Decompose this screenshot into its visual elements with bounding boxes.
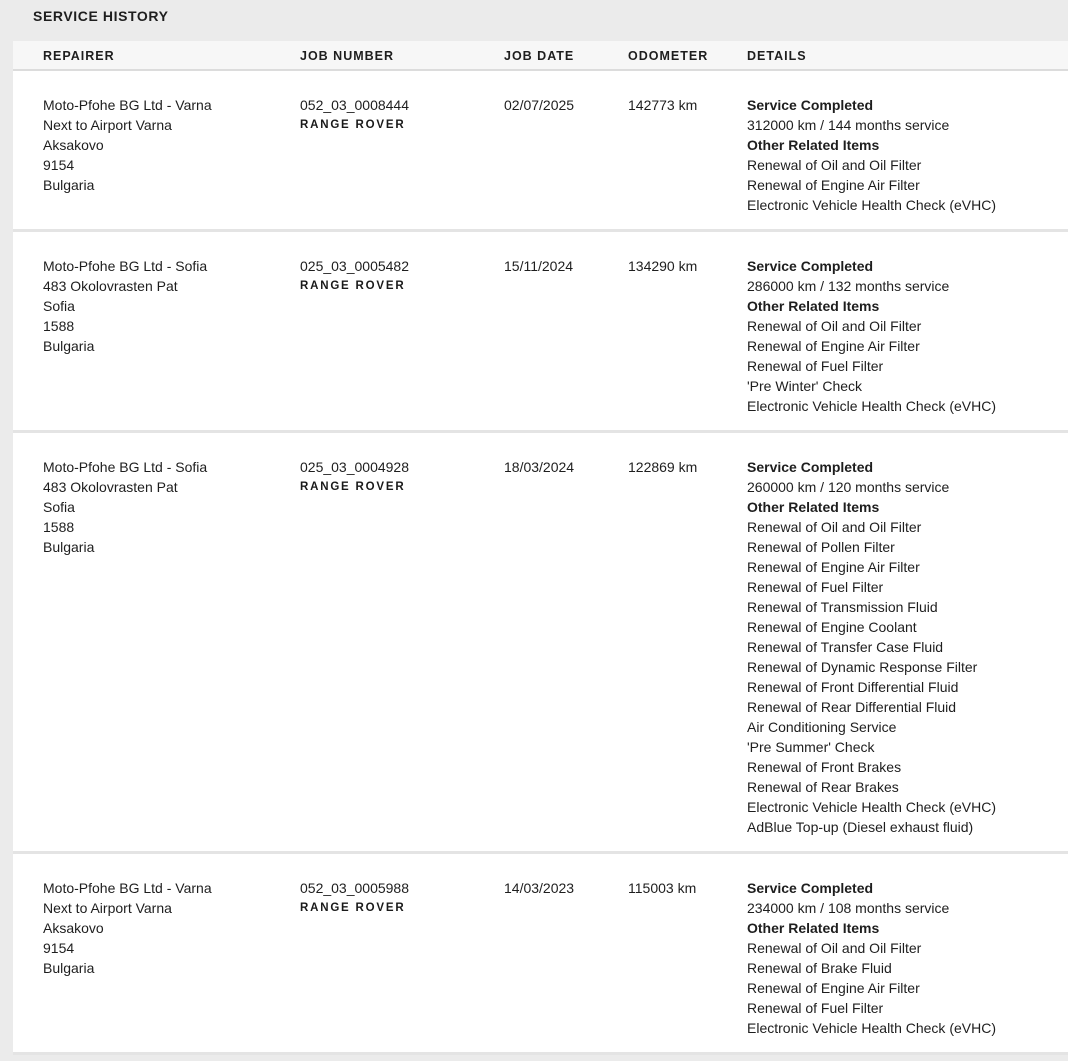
brand-logo: RANGE ROVER bbox=[300, 280, 406, 292]
service-interval: 234000 km / 108 months service bbox=[747, 900, 950, 916]
job-date: 15/11/2024 bbox=[504, 258, 574, 274]
other-items-heading: Other Related Items bbox=[747, 298, 880, 314]
detail-item: Renewal of Fuel Filter bbox=[747, 579, 884, 595]
other-items-heading: Other Related Items bbox=[747, 137, 880, 153]
job-number: 052_03_0008444 bbox=[300, 97, 410, 113]
detail-item: Renewal of Oil and Oil Filter bbox=[747, 519, 922, 535]
detail-item: Renewal of Transfer Case Fluid bbox=[747, 639, 944, 655]
details-cell bbox=[747, 457, 996, 837]
brand-logo: RANGE ROVER bbox=[300, 119, 406, 131]
table-header bbox=[13, 41, 1068, 71]
repairer-city: Sofia bbox=[43, 298, 75, 314]
table-row bbox=[13, 433, 1068, 854]
repairer-address bbox=[43, 878, 212, 978]
detail-item: Electronic Vehicle Health Check (eVHC) bbox=[747, 799, 996, 815]
brand-logo: RANGE ROVER bbox=[300, 902, 406, 914]
job-number-cell bbox=[300, 95, 409, 132]
repairer-address bbox=[43, 256, 207, 356]
repairer-name: Moto-Pfohe BG Ltd - Varna bbox=[43, 880, 212, 896]
repairer-postcode: 1588 bbox=[43, 519, 75, 535]
repairer-country: Bulgaria bbox=[43, 338, 95, 354]
service-interval: 312000 km / 144 months service bbox=[747, 117, 950, 133]
odometer-reading: 122869 km bbox=[628, 459, 698, 475]
job-number: 025_03_0004928 bbox=[300, 459, 410, 475]
table-row bbox=[13, 854, 1068, 1055]
column-header-details: DETAILS bbox=[747, 49, 807, 63]
detail-item: Renewal of Rear Differential Fluid bbox=[747, 699, 957, 715]
detail-item: Electronic Vehicle Health Check (eVHC) bbox=[747, 398, 996, 414]
detail-item: Renewal of Pollen Filter bbox=[747, 539, 895, 555]
service-interval: 286000 km / 132 months service bbox=[747, 278, 950, 294]
details-cell bbox=[747, 256, 996, 416]
repairer-address bbox=[43, 457, 207, 557]
repairer-city: Aksakovo bbox=[43, 137, 104, 153]
column-header-odometer: ODOMETER bbox=[628, 49, 709, 63]
repairer-city: Aksakovo bbox=[43, 920, 104, 936]
service-completed-heading: Service Completed bbox=[747, 97, 874, 113]
job-date: 18/03/2024 bbox=[504, 459, 575, 475]
job-number-cell bbox=[300, 878, 409, 915]
detail-item: Renewal of Engine Air Filter bbox=[747, 980, 920, 996]
job-date: 02/07/2025 bbox=[504, 97, 575, 113]
brand-logo: RANGE ROVER bbox=[300, 481, 406, 493]
repairer-name: Moto-Pfohe BG Ltd - Sofia bbox=[43, 258, 208, 274]
detail-item: Renewal of Engine Air Filter bbox=[747, 559, 920, 575]
column-header-job-number: JOB NUMBER bbox=[300, 49, 395, 63]
detail-item: Electronic Vehicle Health Check (eVHC) bbox=[747, 1020, 996, 1036]
detail-item: Renewal of Engine Air Filter bbox=[747, 338, 920, 354]
column-header-repairer: REPAIRER bbox=[43, 49, 115, 63]
job-number: 025_03_0005482 bbox=[300, 258, 410, 274]
other-items-heading: Other Related Items bbox=[747, 499, 880, 515]
detail-item: Renewal of Brake Fluid bbox=[747, 960, 892, 976]
detail-item: AdBlue Top-up (Diesel exhaust fluid) bbox=[747, 819, 974, 835]
other-items-heading: Other Related Items bbox=[747, 920, 880, 936]
detail-item: Renewal of Front Differential Fluid bbox=[747, 679, 959, 695]
repairer-postcode: 9154 bbox=[43, 157, 75, 173]
repairer-country: Bulgaria bbox=[43, 539, 95, 555]
detail-item: 'Pre Winter' Check bbox=[747, 378, 863, 394]
repairer-street: 483 Okolovrasten Pat bbox=[43, 479, 178, 495]
detail-item: Renewal of Transmission Fluid bbox=[747, 599, 938, 615]
job-date: 14/03/2023 bbox=[504, 880, 575, 896]
service-history-table bbox=[13, 41, 1068, 1055]
detail-item: Renewal of Engine Coolant bbox=[747, 619, 917, 635]
repairer-name: Moto-Pfohe BG Ltd - Sofia bbox=[43, 459, 208, 475]
job-number-cell bbox=[300, 457, 409, 494]
table-row bbox=[13, 71, 1068, 232]
column-header-job-date: JOB DATE bbox=[504, 49, 575, 63]
detail-item: Electronic Vehicle Health Check (eVHC) bbox=[747, 197, 996, 213]
job-number: 052_03_0005988 bbox=[300, 880, 410, 896]
repairer-street: 483 Okolovrasten Pat bbox=[43, 278, 178, 294]
detail-item: Renewal of Engine Air Filter bbox=[747, 177, 920, 193]
repairer-street: Next to Airport Varna bbox=[43, 900, 172, 916]
detail-item: Air Conditioning Service bbox=[747, 719, 897, 735]
repairer-postcode: 1588 bbox=[43, 318, 75, 334]
repairer-name: Moto-Pfohe BG Ltd - Varna bbox=[43, 97, 212, 113]
table-row bbox=[13, 232, 1068, 433]
service-completed-heading: Service Completed bbox=[747, 459, 874, 475]
detail-item: Renewal of Oil and Oil Filter bbox=[747, 940, 922, 956]
detail-item: Renewal of Oil and Oil Filter bbox=[747, 157, 922, 173]
detail-item: Renewal of Front Brakes bbox=[747, 759, 902, 775]
odometer-reading: 142773 km bbox=[628, 97, 698, 113]
service-interval: 260000 km / 120 months service bbox=[747, 479, 950, 495]
odometer-reading: 115003 km bbox=[628, 880, 697, 896]
job-number-cell bbox=[300, 256, 409, 293]
detail-item: 'Pre Summer' Check bbox=[747, 739, 875, 755]
detail-item: Renewal of Fuel Filter bbox=[747, 1000, 884, 1016]
detail-item: Renewal of Dynamic Response Filter bbox=[747, 659, 978, 675]
details-cell bbox=[747, 95, 996, 215]
section-title: SERVICE HISTORY bbox=[33, 8, 169, 24]
detail-item: Renewal of Rear Brakes bbox=[747, 779, 899, 795]
repairer-country: Bulgaria bbox=[43, 960, 95, 976]
repairer-country: Bulgaria bbox=[43, 177, 95, 193]
details-cell bbox=[747, 878, 996, 1038]
odometer-reading: 134290 km bbox=[628, 258, 698, 274]
repairer-street: Next to Airport Varna bbox=[43, 117, 172, 133]
repairer-address bbox=[43, 95, 212, 195]
detail-item: Renewal of Fuel Filter bbox=[747, 358, 884, 374]
detail-item: Renewal of Oil and Oil Filter bbox=[747, 318, 922, 334]
repairer-city: Sofia bbox=[43, 499, 75, 515]
service-completed-heading: Service Completed bbox=[747, 258, 874, 274]
service-completed-heading: Service Completed bbox=[747, 880, 874, 896]
repairer-postcode: 9154 bbox=[43, 940, 75, 956]
